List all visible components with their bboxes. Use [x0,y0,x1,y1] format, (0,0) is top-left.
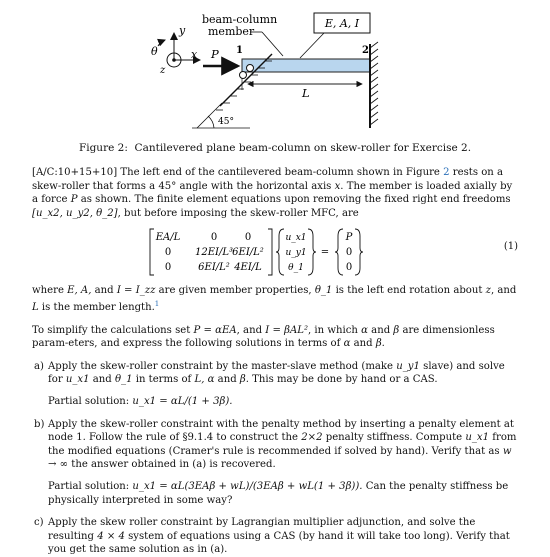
unknown-2: u_y1 [285,248,307,259]
label-node-1: 1 [236,45,243,56]
footnote-marker[interactable]: 1 [154,299,160,308]
intro-paragraph: [A/C:10+15+10] The left end of the cantilevered beam-column shown in Figure 2 rests on a skew-roller that forms a 45° angle with the horizontal axis x. The member is loaded axially by a force P as shown. The finite element equations upon removing the fixed right end freedoms [u_x2, u_y2, θ_2], but before imposing the skew-roller MFC, are [32,167,513,219]
beam-column-figure [0,0,550,135]
label-l: L [302,86,310,100]
label-node-2: 2 [362,45,369,56]
simplify-paragraph: To simplify the calculations set P = αEA, and I = βAL², in which α and β are dimensionless param-eters, and express the following solutions in terms of α and β. [32,324,495,350]
m-r2c3: 6EI/L² [232,247,264,259]
label-angle: 45° [218,117,234,127]
equation-1 [32,226,518,278]
unknown-1: u_x1 [285,233,307,244]
unknown-3: θ_1 [288,263,304,274]
label-p: P [211,47,219,61]
m-r3c1: 0 [164,262,172,274]
m-r3c3: 4EI/L [234,262,262,274]
rhs-2: 0 [345,247,353,259]
part-a-partial-solution: Partial solution: u_x1 = αL/(1 + 3β). [48,395,233,407]
part-c-label: c) [34,517,44,529]
part-a: a) Apply the skew-roller constraint by the master-slave method (make u_y1 slave) and solve for u_x1 and θ_1 in terms of L, α and β. This may be done by hand or a CAS. Partial solution: u_x1 = αL/(1 + 3β). [32,360,518,409]
caption-text: Cantilevered plane beam-column on skew-roller for Exercise 2. [134,142,472,154]
part-c: c) Apply the skew roller constraint by Lagrangian multiplier adjunction, and solve the resulting 4 × 4 system of equations using a CAS (by hand it will take too long). Verify that you get the same solution as in (a). [34,517,510,556]
m-r2c1: 0 [164,247,172,259]
equation-number: (1) [503,241,518,253]
m-r2c2: 12EI/L³ [195,247,233,259]
svg-text:=: = [320,247,330,259]
part-a-label: a) [34,360,44,372]
figure-caption [0,142,550,154]
rhs-1: P [345,232,353,244]
m-r3c2: 6EI/L² [198,262,230,274]
rhs-3: 0 [345,262,353,274]
label-beam-column: beam-column [202,13,278,26]
label-member: member [208,25,255,38]
axis-z-label: z [160,65,166,76]
equation-svg [32,226,518,278]
label-eai: E, A, I [324,17,360,30]
axis-y-label: y [179,24,186,37]
coordinate-triad [151,24,200,76]
part-b-label: b) [34,418,45,430]
m-r1c1: EA/L [155,232,181,244]
fixed-wall [370,42,378,128]
exercise-body [32,166,518,557]
m-r1c3: 0 [244,232,252,244]
exercise-tag: [A/C:10+15+10] [32,167,118,178]
theta-label: θ [151,45,158,58]
where-paragraph: where E, A, and I = I_zz are given member properties, θ_1 is the left end rotation about z, and L is the member length.$^1$ [32,285,517,313]
part-b-partial-solution: Partial solution: u_x1 = αL(3EAβ + wL)/(3EAβ + wL(1 + 3β)). Can the penalty stiffness be physically interpreted in some way? [48,480,509,506]
m-r1c2: 0 [210,232,218,244]
part-b: b) Apply the skew-roller constraint with the penalty method by inserting a penalty element at node 1. Follow the rule of §9.1.4 to construct the 2×2 penalty stiffness. Compute u_x1 from the modified equations (Cramer's rule is recommended if solved by hand). Verify that as w → ∞ the answer obtained in (a) is recovered. Partial solution: u_x1 = αL(3EAβ + wL)/(3EAβ + wL(1 + 3β)). Can the penalty stiffness be physically interpreted in some way? [34,418,517,506]
caption-prefix: Figure 2: [78,142,128,154]
figure-ref-link[interactable]: 2 [443,167,450,178]
freedoms-math: [u_x2, u_y2, θ_2] [32,207,118,219]
axis-x-label: x [191,48,198,61]
